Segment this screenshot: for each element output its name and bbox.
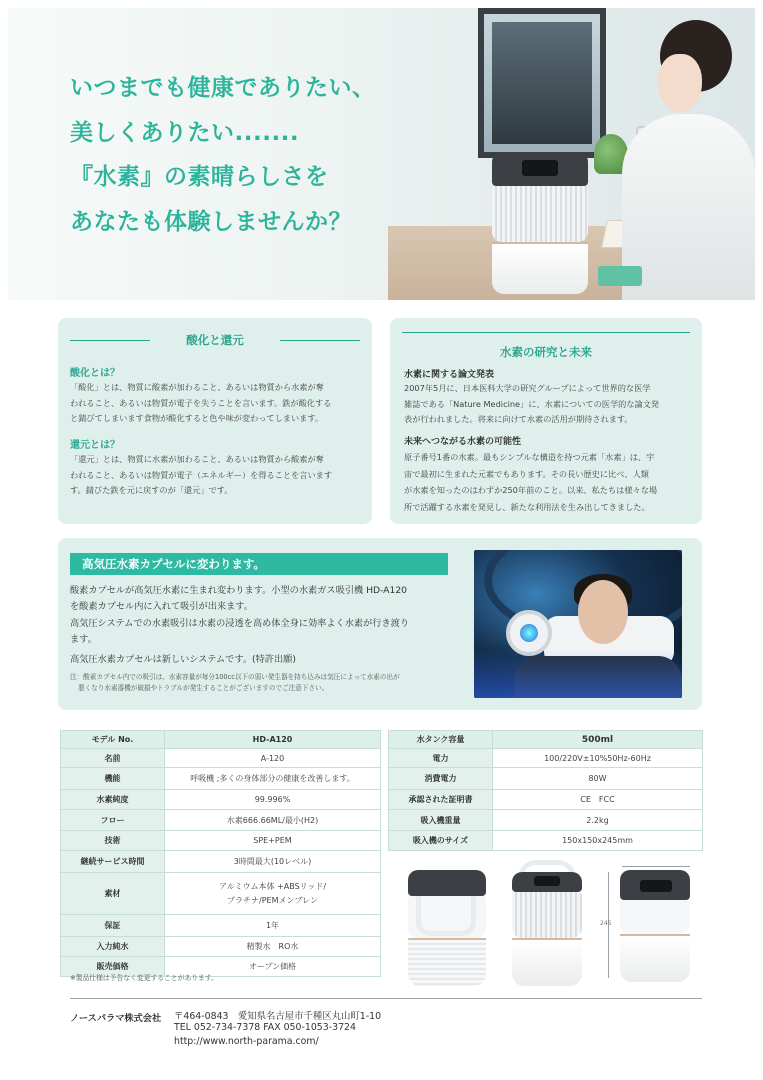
spec-footnote: ※製品仕様は予告なく変更することがあります。 bbox=[70, 974, 218, 982]
title-rule bbox=[70, 340, 150, 341]
text-line: と錆びてしまいます食物が酸化すると色や味が変わってしまいます。 bbox=[70, 413, 324, 423]
table-key: 素材 bbox=[61, 873, 165, 915]
capsule-paragraph: 酸素カプセルが高気圧水素に生まれ変わります。小型の水素ガス吸引機 HD-A120 bbox=[70, 585, 408, 596]
company-phone: TEL 052-734-7378 FAX 050-1053-3724 bbox=[174, 1022, 356, 1033]
capsule-paragraph: 高気圧水素カプセルは新しいシステムです。(特許出願) bbox=[70, 654, 296, 665]
company-address: 〒464-0843 愛知県名古屋市千種区丸山町1-10 bbox=[174, 1011, 382, 1022]
table-key: 技術 bbox=[61, 831, 165, 851]
table-value: 150x150x245mm bbox=[493, 831, 703, 851]
table-row bbox=[61, 851, 381, 873]
table-value: 500ml bbox=[493, 731, 703, 749]
table-row bbox=[61, 873, 381, 915]
table-key: フロー bbox=[61, 810, 165, 831]
text-line: 原子番号1番の水素。最もシンプルな構造を持つ元素「水素」は、宇 bbox=[404, 452, 655, 462]
title-rule bbox=[402, 332, 690, 333]
product-front-image bbox=[408, 870, 486, 986]
text-line: われること、あるいは物質が電子（エネルギー）を得ることを言います bbox=[70, 469, 333, 480]
table-key: 入力純水 bbox=[61, 937, 165, 957]
table-key: 名前 bbox=[61, 749, 165, 768]
table-value: 2.2kg bbox=[493, 810, 703, 831]
table-value: A-120 bbox=[165, 749, 381, 768]
table-value: SPE+PEM bbox=[165, 831, 381, 851]
section-heading: 酸化とは？ bbox=[70, 368, 120, 379]
table-key: モデル No. bbox=[61, 731, 165, 749]
hydrogen-capsule-photo bbox=[474, 550, 682, 698]
value-line: プラチナ/PEMメンブレン bbox=[227, 895, 318, 905]
table-value: 呼吸機 ;多くの身体部分の健康を改善します。 bbox=[165, 768, 381, 790]
table-row bbox=[389, 768, 703, 790]
title-rule bbox=[280, 340, 360, 341]
table-row bbox=[61, 731, 381, 749]
section-heading: 未来へつながる水素の可能性 bbox=[404, 437, 522, 447]
text-line: われること、あるいは物質が電子を失うことを言います。鉄が酸化する bbox=[70, 397, 332, 408]
hero-line: 『水素』の素晴らしさを bbox=[70, 164, 329, 190]
table-row bbox=[389, 790, 703, 810]
table-key: 保証 bbox=[61, 915, 165, 937]
spec-table-right bbox=[388, 730, 703, 851]
hero-line: いつまでも健康でありたい、 bbox=[70, 75, 376, 101]
company-name: ノースパラマ株式会社 bbox=[70, 1013, 162, 1024]
oxidation-reduction-panel bbox=[58, 318, 372, 524]
hero-banner bbox=[8, 8, 755, 300]
note-line: 注：酸素カプセル内での吸引は、水素容量が毎分100cc以下の弱い発生器を持ち込みは気圧によって水素の出が bbox=[70, 673, 400, 681]
table-key: 承認された証明書 bbox=[389, 790, 493, 810]
table-row bbox=[61, 768, 381, 790]
note-line: 悪くなり水素器機が破損やトラブルが発生することがございますのでご注意下さい。 bbox=[78, 683, 329, 692]
table-key: 電力 bbox=[389, 749, 493, 768]
table-value bbox=[165, 873, 381, 915]
section-body bbox=[404, 381, 696, 428]
capsule-paragraph: を酸素カプセル内に入れて吸引が出来ます。 bbox=[70, 601, 253, 612]
section-body bbox=[404, 449, 696, 515]
section-heading: 水素に関する論文発表 bbox=[404, 370, 495, 380]
table-key: 販売価格 bbox=[61, 957, 165, 977]
footer-divider bbox=[70, 998, 702, 999]
product-dimension-image bbox=[620, 870, 690, 982]
capsule-section-title: 高気圧水素カプセルに変わります。 bbox=[70, 553, 448, 575]
hydrogen-research-panel bbox=[390, 318, 702, 524]
cannula-box-illustration bbox=[598, 266, 642, 286]
table-row bbox=[61, 810, 381, 831]
text-line: 宙で最初に生まれた元素でもあります。その長い歴史に比べ、人類 bbox=[404, 468, 649, 479]
table-value: 99.996% bbox=[165, 790, 381, 810]
text-line: 表が行われました。将来に向けて水素の活用が期待されます。 bbox=[404, 414, 633, 424]
hero-line: 美しくありたい....... bbox=[70, 119, 300, 146]
product-side-image bbox=[512, 866, 582, 986]
table-value: 3時間最大(10レベル) bbox=[165, 851, 381, 873]
dimension-label: 245 bbox=[600, 920, 612, 927]
text-line: 雑誌である「Nature Medicine」に、水素についての医学的な論文発 bbox=[404, 398, 660, 409]
company-url[interactable]: http://www.north-parama.com/ bbox=[174, 1036, 319, 1047]
table-row bbox=[389, 831, 703, 851]
value-line: アルミウム本体 +ABSリッド/ bbox=[218, 881, 327, 891]
capsule-note bbox=[70, 672, 470, 693]
hydrogen-inhaler-image bbox=[492, 152, 588, 294]
capsule-paragraph: ます。 bbox=[70, 634, 97, 645]
panel-title: 酸化と還元 bbox=[186, 333, 244, 347]
table-key: 吸入機のサイズ bbox=[389, 831, 493, 851]
table-key: 継続サービス時間 bbox=[61, 851, 165, 873]
table-value: 精製水 RO水 bbox=[165, 937, 381, 957]
text-line: 「還元」とは、物質に水素が加わること、あるいは物質から酸素が奪 bbox=[70, 454, 324, 464]
hero-copy bbox=[70, 66, 500, 244]
table-row bbox=[61, 937, 381, 957]
dimension-line bbox=[622, 866, 690, 867]
text-line: 2007年5月に、日本医科大学の研究グループによって世界的な医学 bbox=[404, 383, 651, 393]
text-line: が水素を知ったのはわずか250年前のこと。以来、私たちは様々な場 bbox=[404, 485, 658, 496]
table-row bbox=[389, 810, 703, 831]
table-value: 100/220V±10%50Hz-60Hz bbox=[493, 749, 703, 768]
table-key: 機能 bbox=[61, 768, 165, 790]
table-row bbox=[61, 790, 381, 810]
table-key: 消費電力 bbox=[389, 768, 493, 790]
text-line: 所で活躍する水素を発見し、新たな利用法を生み出してきました。 bbox=[404, 501, 650, 512]
woman-illustration bbox=[608, 16, 755, 300]
table-row bbox=[61, 831, 381, 851]
section-body bbox=[70, 452, 366, 499]
panel-title: 水素の研究と未来 bbox=[500, 345, 592, 359]
spec-table-left bbox=[60, 730, 381, 977]
table-row bbox=[61, 915, 381, 937]
text-line: 「酸化」とは、物質に酸素が加わること、あるいは物質から水素が奪 bbox=[70, 382, 324, 392]
table-value: HD-A120 bbox=[165, 731, 381, 749]
table-key: 水素純度 bbox=[61, 790, 165, 810]
table-value: 80W bbox=[493, 768, 703, 790]
table-value: 1年 bbox=[165, 915, 381, 937]
section-body bbox=[70, 380, 366, 427]
text-line: す。錆びた鉄を元に戻すのが「還元」です。 bbox=[70, 485, 233, 495]
capsule-paragraph: 高気圧システムでの水素吸引は水素の浸透を高め体全身に効率よく水素が行き渡り bbox=[70, 618, 410, 629]
flyer-page bbox=[8, 8, 755, 1072]
table-key: 吸入機重量 bbox=[389, 810, 493, 831]
section-heading: 還元とは？ bbox=[70, 440, 120, 451]
table-value: オープン価格 bbox=[165, 957, 381, 977]
table-row bbox=[61, 749, 381, 768]
table-value: 水素666.66ML/最小(H2) bbox=[165, 810, 381, 831]
hero-line: あなたも体験しませんか？ bbox=[70, 208, 352, 235]
table-row bbox=[389, 731, 703, 749]
table-key: 水タンク容量 bbox=[389, 731, 493, 749]
table-row bbox=[389, 749, 703, 768]
table-value: CE FCC bbox=[493, 790, 703, 810]
